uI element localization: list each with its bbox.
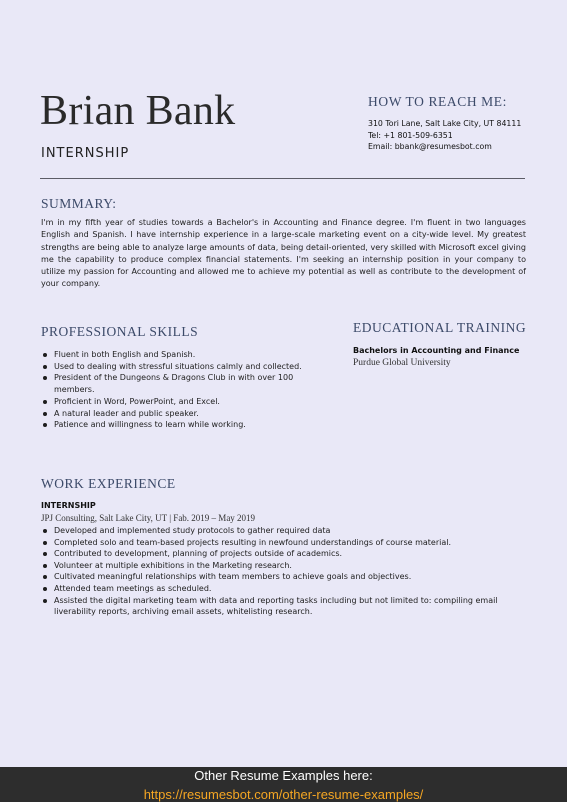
skills-list — [41, 349, 336, 431]
header-divider — [40, 178, 525, 179]
contact-address: 310 Tori Lane, Salt Lake City, UT 84111 — [368, 119, 522, 128]
skills-section — [41, 324, 336, 431]
work-meta: JPJ Consulting, Salt Lake City, UT | Fab. 2019 – May 2019 — [41, 513, 256, 523]
work-role: INTERNSHIP — [41, 501, 96, 510]
work-duty-item: Cultivated meaningful relationships with team members to achieve goals and objectives. — [41, 571, 526, 583]
summary-heading: SUMMARY: — [41, 196, 117, 211]
footer-caption: Other Resume Examples here: — [194, 768, 373, 783]
work-duty-item: Attended team meetings as scheduled. — [41, 583, 526, 595]
work-duty-item: Completed solo and team-based projects resulting in newfound understandings of course material. — [41, 537, 526, 549]
work-duty-item: Contributed to development, planning of projects outside of academics. — [41, 548, 526, 560]
education-degree: Bachelors in Accounting and Finance — [353, 346, 520, 355]
work-duty-item: Developed and implemented study protocols to gather required data — [41, 525, 526, 537]
skill-item: Proficient in Word, PowerPoint, and Excel. — [41, 396, 336, 408]
contact-lines — [368, 118, 521, 153]
skill-item: A natural leader and public speaker. — [41, 408, 336, 420]
education-heading: EDUCATIONAL TRAINING — [353, 320, 527, 335]
work-duties-list — [41, 525, 526, 618]
education-section — [353, 320, 543, 368]
skill-item: Patience and willingness to learn while working. — [41, 419, 336, 431]
footer-banner — [0, 767, 567, 802]
job-title: INTERNSHIP — [41, 146, 130, 161]
footer-link[interactable]: https://resumesbot.com/other-resume-examples/ — [143, 787, 424, 802]
skill-item: Used to dealing with stressful situations calmly and collected. — [41, 361, 336, 373]
education-school: Purdue Global University — [353, 358, 451, 368]
work-section — [41, 476, 526, 618]
skill-item: President of the Dungeons & Dragons Club in with over 100 members. — [41, 372, 336, 395]
work-heading: WORK EXPERIENCE — [41, 476, 176, 491]
contact-heading: HOW TO REACH ME: — [368, 94, 507, 109]
work-duty-item: Volunteer at multiple exhibitions in the Marketing research. — [41, 560, 526, 572]
summary-text: I'm in my fifth year of studies towards a Bachelor's in Accounting and Finance degree. I'm fluent in two languages English and Spanish. I have internship experience in a large-scale marketing event on a city-wide level. My greatest strengths are being able to analyze large amounts of data, being detail-oriented, very skilled with Microsoft excel giving me the capability to produce complex financial statements. I'm seeking an internship position in your company to utilize my passion for Accounting and allowed me to achieve my potential as well as contribute to the development of your company. — [41, 218, 526, 289]
skills-heading: PROFESSIONAL SKILLS — [41, 324, 199, 339]
contact-block — [368, 94, 521, 153]
summary-section — [41, 196, 526, 291]
work-duty-item: Assisted the digital marketing team with data and reporting tasks including but not limited to: compiling email liverability reports, archiving email assets, whitelisting research. — [41, 595, 526, 618]
skill-item: Fluent in both English and Spanish. — [41, 349, 336, 361]
contact-email: Email: bbank@resumesbot.com — [368, 142, 492, 151]
candidate-name: Brian Bank — [40, 88, 236, 134]
contact-phone: Tel: +1 801-509-6351 — [368, 130, 453, 140]
